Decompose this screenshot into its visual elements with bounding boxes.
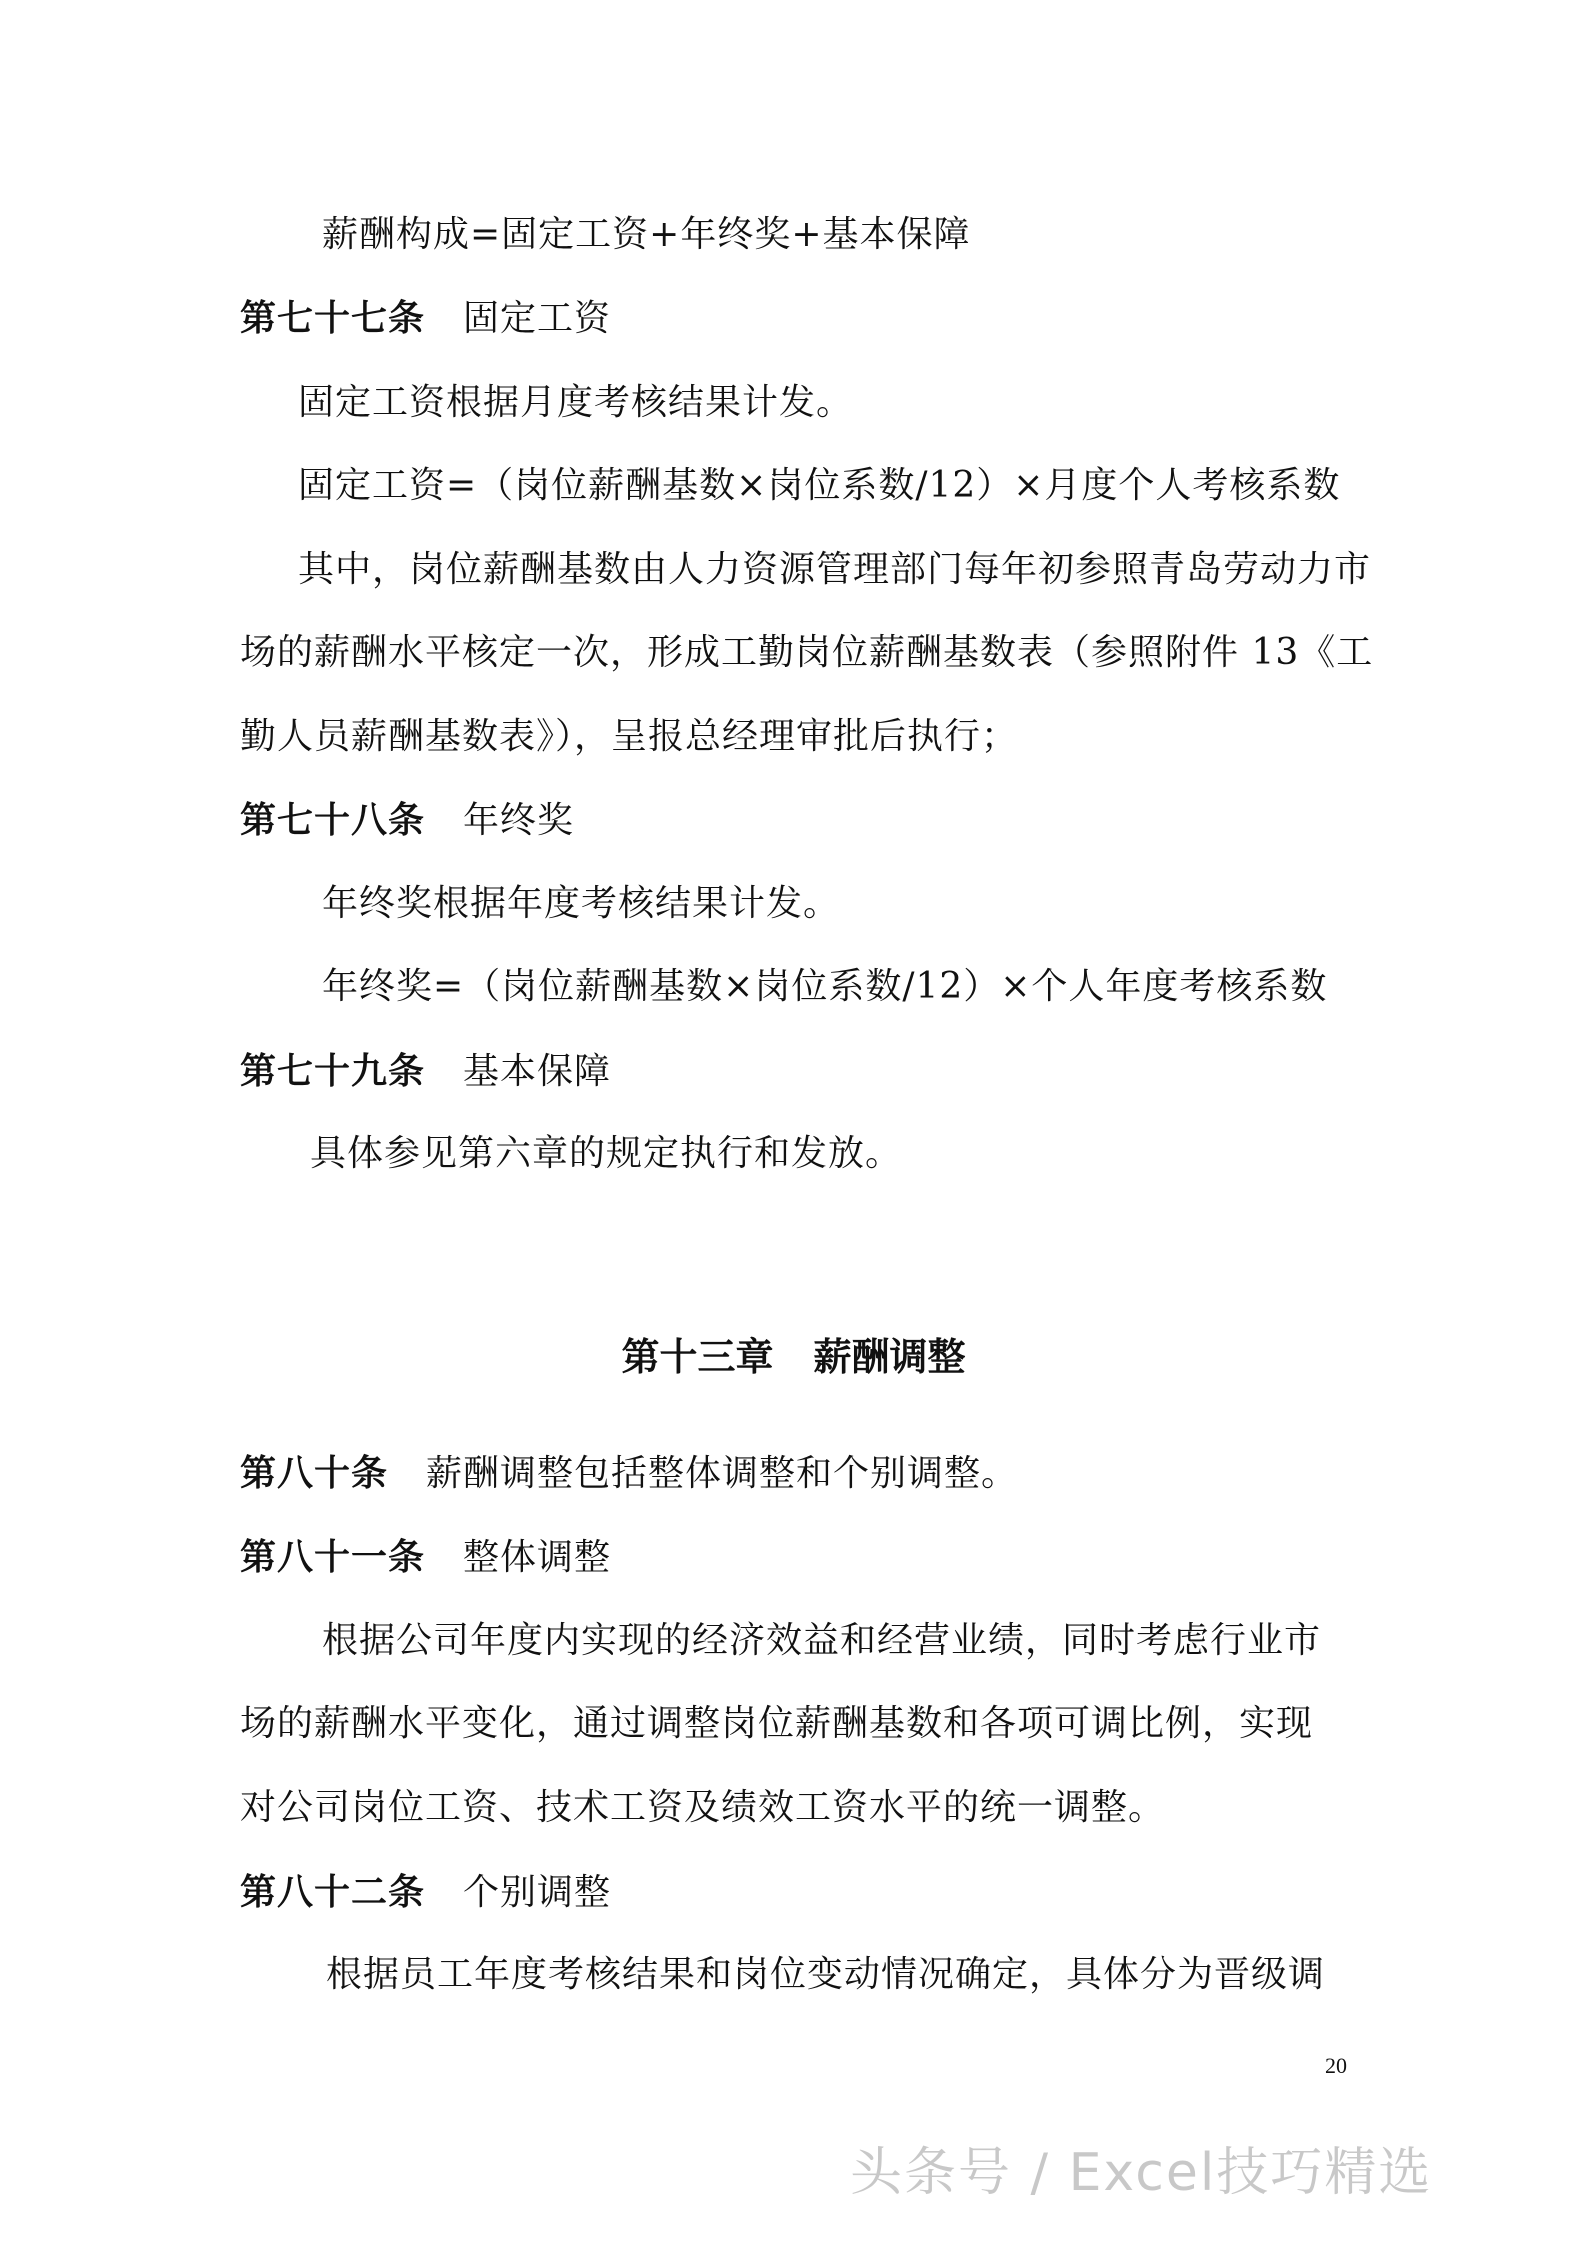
paragraph-line: 其中，岗位薪酬基数由人力资源管理部门每年初参照青岛劳动力市	[298, 549, 1372, 590]
article-82-heading	[240, 1870, 611, 1915]
paragraph-line: 场的薪酬水平核定一次，形成工勤岗位薪酬基数表（参照附件 13《工	[240, 632, 1374, 673]
paragraph-line: 固定工资根据月度考核结果计发。	[298, 382, 854, 423]
article-title: 薪酬调整包括整体调整和个别调整。	[426, 1453, 1019, 1494]
salary-composition-line: 薪酬构成=固定工资+年终奖+基本保障	[322, 214, 971, 255]
chapter-title: 薪酬调整	[813, 1334, 966, 1379]
fixed-salary-formula: 固定工资=（岗位薪酬基数×岗位系数/12）×月度个人考核系数	[298, 465, 1341, 506]
paragraph-line: 年终奖根据年度考核结果计发。	[322, 883, 841, 924]
paragraph-line: 根据公司年度内实现的经济效益和经营业绩，同时考虑行业市	[322, 1620, 1322, 1661]
article-number: 第八十条	[240, 1452, 389, 1494]
article-number: 第八十一条	[240, 1536, 426, 1578]
paragraph-line: 场的薪酬水平变化，通过调整岗位薪酬基数和各项可调比例，实现	[240, 1703, 1314, 1744]
article-title: 固定工资	[463, 298, 612, 339]
paragraph-line: 勤人员薪酬基数表》），呈报总经理审批后执行；	[240, 716, 1019, 757]
paragraph-line: 具体参见第六章的规定执行和发放。	[310, 1133, 903, 1174]
article-title: 整体调整	[463, 1537, 612, 1578]
article-number: 第七十九条	[240, 1050, 426, 1092]
paragraph-line: 对公司岗位工资、技术工资及绩效工资水平的统一调整。	[240, 1787, 1166, 1828]
year-end-bonus-formula: 年终奖=（岗位薪酬基数×岗位系数/12）×个人年度考核系数	[322, 966, 1328, 1007]
article-80-heading	[240, 1451, 1018, 1496]
chapter-number: 第十三章	[621, 1334, 774, 1379]
article-number: 第八十二条	[240, 1871, 426, 1913]
article-title: 个别调整	[463, 1872, 612, 1913]
article-title: 年终奖	[463, 800, 575, 841]
watermark: 头条号 / Excel技巧精选	[850, 2143, 1433, 2203]
paragraph-line: 根据员工年度考核结果和岗位变动情况确定，具体分为晋级调	[326, 1954, 1326, 1995]
article-78-heading	[240, 798, 574, 843]
article-81-heading	[240, 1535, 611, 1580]
chapter-heading	[0, 1333, 1587, 1381]
article-title: 基本保障	[463, 1051, 612, 1092]
article-79-heading	[240, 1049, 611, 1094]
page-number: 20	[1325, 2053, 1347, 2078]
article-77-heading	[240, 296, 611, 341]
article-number: 第七十八条	[240, 799, 426, 841]
article-number: 第七十七条	[240, 297, 426, 339]
